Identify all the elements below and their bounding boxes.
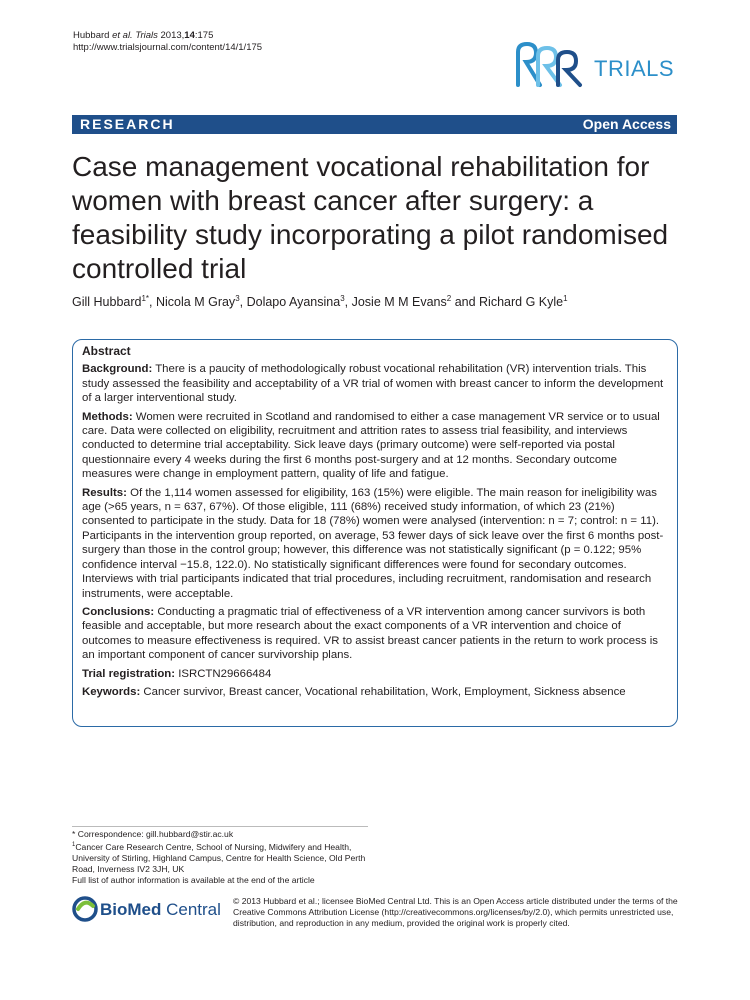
background-text: There is a paucity of methodologically robust vocational rehabilitation (VR) intervention trials. This study assessed the feasibility and acceptability of a VR trial of women with breast cancer to inform the development of a larger interventional study. — [82, 363, 664, 405]
correspondence-note: * Correspondence: gill.hubbard@stir.ac.uk — [72, 829, 234, 839]
trials-logo — [510, 40, 685, 90]
section-bar — [72, 115, 677, 134]
registration-text: ISRCTN29666484 — [178, 667, 272, 680]
section-label: RESEARCH — [80, 116, 175, 132]
author-affiliation: 3 — [235, 294, 240, 303]
affiliation-sup: 1 — [72, 842, 76, 848]
methods-label: Methods: — [82, 410, 133, 423]
author-affiliation: 1 — [563, 294, 568, 303]
author-name: Nicola M Gray — [156, 295, 236, 310]
footnote-divider — [72, 826, 368, 827]
author-list: Gill Hubbard$^{1*}$, Nicola M Gray$^3$, Dolapo Ayansina$^3$, Josie M M Evans$^2$ and Richard G Kyle$^1$ — [72, 294, 568, 310]
conclusions-text: Conducting a pragmatic trial of effectiveness of a VR intervention among cancer survivors is both feasible and acceptable, but more research about the exact components of a VR intervention and choice of outcomes to measure effectiveness is required. VR to assist breast cancer patients in the return to work process is an important component of cancer survivorship plans. — [82, 605, 658, 662]
keywords-label: Keywords: — [82, 685, 141, 698]
biomed-central-logo-text: BioMed Central — [100, 900, 221, 919]
article-title: Case management vocational rehabilitation for women with breast cancer after surgery: a feasibility study incorporating a pilot randomised controlled trial — [72, 151, 669, 284]
citation-volume: 14 — [184, 30, 195, 41]
author-name: Richard G Kyle — [479, 295, 564, 310]
abstract-heading: Abstract — [82, 344, 131, 358]
results-label: Results: — [82, 486, 127, 499]
citation-authors: Hubbard — [73, 30, 110, 41]
biomed-central-logo-icon — [72, 896, 98, 922]
abstract-keywords — [82, 685, 668, 699]
author-info-note: Full list of author information is available at the end of the article — [72, 874, 315, 885]
keywords-text: Cancer survivor, Breast cancer, Vocational rehabilitation, Work, Employment, Sickness absence — [143, 685, 626, 698]
registration-label: Trial registration: — [82, 667, 176, 680]
author-affiliation: 1* — [141, 294, 150, 303]
article-url[interactable]: http://www.trialsjournal.com/content/14/1/175 — [73, 42, 263, 53]
background-label: Background: — [82, 363, 153, 376]
citation-etal: et al. — [112, 30, 133, 41]
abstract-box — [72, 339, 678, 727]
trials-logo-text: TRIALS — [594, 56, 675, 81]
author-name: Gill Hubbard — [72, 295, 142, 310]
footnotes — [72, 829, 372, 886]
abstract-methods — [82, 410, 668, 482]
author-affiliation: 2 — [446, 294, 452, 303]
author-name: Dolapo Ayansina — [246, 295, 341, 310]
citation-journal: Trials — [135, 30, 158, 41]
methods-text: Women were recruited in Scotland and randomised to either a case management VR service or to usual care. Data were collected on eligibility, recruitment and attrition rates to assess trial feasibility, and interviews conducted to determine trial acceptability. Sick leave days (primary outcome) were self-reported via postal questionnaire every 4 weeks during the first 6 months post-surgery and at 12 months. Secondary outcome measures were change in employment pattern, quality of life and fatigue. — [82, 410, 660, 481]
open-access-label: Open Access — [582, 116, 671, 132]
citation-line — [73, 30, 262, 42]
citation-header — [73, 30, 262, 54]
abstract-registration — [82, 667, 668, 681]
citation-year: 2013, — [160, 30, 185, 41]
author-affiliation: 3 — [340, 294, 345, 303]
trials-logo-icon — [510, 40, 594, 90]
copyright-notice: © 2013 Hubbard et al.; licensee BioMed Central Ltd. This is an Open Access article distributed under the terms of the Creative Commons Attribution License (http://creativecommons.org/licenses/by/2.0), which permits unrestricted use, distribution, and reproduction in any medium, provided the original work is properly cited. — [233, 896, 678, 928]
biomed-central-logo — [72, 896, 222, 926]
conclusions-label: Conclusions: — [82, 605, 155, 618]
abstract-background — [82, 362, 668, 405]
results-text: Of the 1,114 women assessed for eligibility, 163 (15%) were eligible. The main reason for ineligibility was age (>65 years, n = 637, 67%). Of those eligible, 111 (68%) received study information, of which 23 (21%) consented to participate in the study. Data for 18 (78%) women were analysed (intervention: n = 7; control: n = 11). Participants in the intervention group reported, on average, 53 fewer days of sick leave over the first 6 months post-surgery than those in the control group; however, this difference was not statistically significant (p = 0.122; 95% confidence interval −15.8, 122.0). No statistically significant differences were found for secondary outcomes. Interviews with trial participants indicated that trial procedures, including recruitment, randomisation and research instruments, were acceptable. — [82, 486, 664, 600]
abstract-conclusions — [82, 605, 668, 663]
author-name: Josie M M Evans — [351, 295, 447, 310]
abstract-results — [82, 486, 668, 601]
affiliation-note — [72, 840, 372, 875]
citation-page: :175 — [194, 30, 214, 41]
affiliation-text: Cancer Care Research Centre, School of Nursing, Midwifery and Health, University of Stirling, Highland Campus, Centre for Health Science, Old Perth Road, Inverness IV2 3JH, UK — [72, 841, 366, 874]
